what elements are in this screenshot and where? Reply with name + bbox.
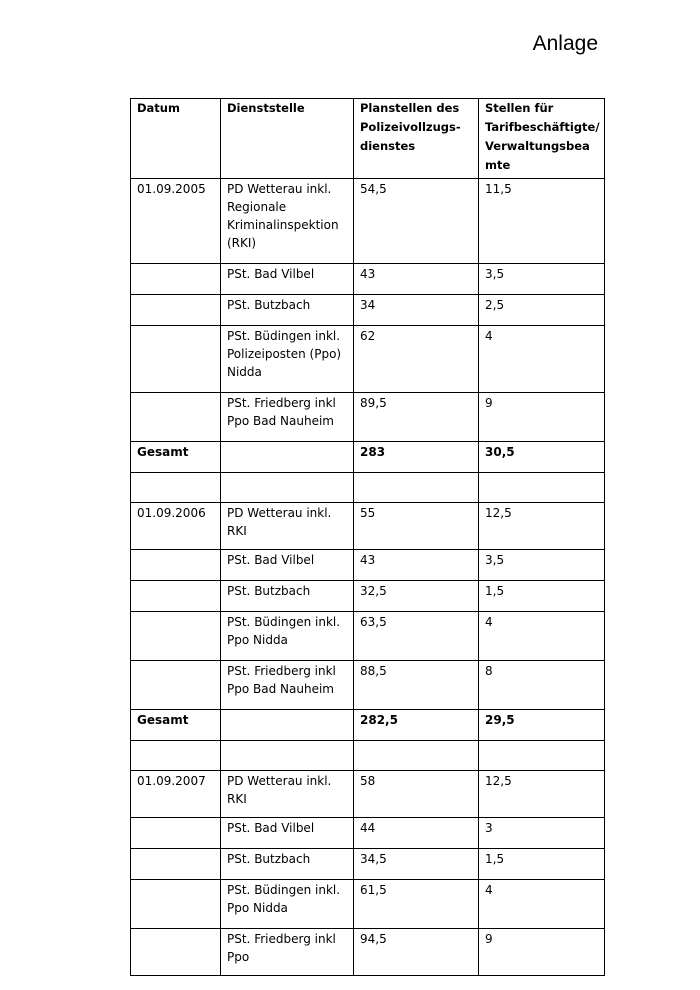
table-row [131, 264, 605, 295]
header-datum: Datum [131, 99, 221, 179]
cell-date [131, 612, 221, 661]
table-row [131, 503, 605, 550]
cell-planstellen: 94,5 [354, 929, 479, 976]
cell-dienststelle: PD Wetterau inkl. RKI [221, 771, 354, 818]
cell-planstellen: 34 [354, 295, 479, 326]
cell-dienststelle: PSt. Büdingen inkl. Polizeiposten (Ppo) Nidda [221, 326, 354, 393]
header-planstellen: Planstellen des Polizeivollzugs-dienstes [354, 99, 479, 179]
cell-planstellen: 34,5 [354, 849, 479, 880]
table-row [131, 550, 605, 581]
cell-planstellen: 44 [354, 818, 479, 849]
cell-stellen: 2,5 [479, 295, 605, 326]
cell-stellen: 12,5 [479, 771, 605, 818]
cell-dienststelle: PSt. Friedberg inkl Ppo Bad Nauheim [221, 661, 354, 710]
cell-planstellen: 58 [354, 771, 479, 818]
cell-stellen: 12,5 [479, 503, 605, 550]
cell-planstellen: 54,5 [354, 179, 479, 264]
cell-dienststelle: PSt. Büdingen inkl. Ppo Nidda [221, 880, 354, 929]
table-row [131, 771, 605, 818]
cell-total-planstellen: 282,5 [354, 710, 479, 741]
cell-stellen: 4 [479, 612, 605, 661]
cell-date: 01.09.2007 [131, 771, 221, 818]
cell-stellen: 1,5 [479, 581, 605, 612]
table-row [131, 393, 605, 442]
cell-total-label: Gesamt [131, 710, 221, 741]
table-row [131, 581, 605, 612]
cell-stellen: 9 [479, 393, 605, 442]
cell-stellen: 1,5 [479, 849, 605, 880]
cell-total-planstellen: 283 [354, 442, 479, 473]
cell-date [131, 929, 221, 976]
table-row [131, 849, 605, 880]
cell-date [131, 661, 221, 710]
cell-planstellen: 32,5 [354, 581, 479, 612]
cell-date [131, 550, 221, 581]
cell-dienststelle: PSt. Butzbach [221, 849, 354, 880]
cell-planstellen: 61,5 [354, 880, 479, 929]
cell-dienststelle: PSt. Friedberg inkl Ppo Bad Nauheim [221, 393, 354, 442]
total-row [131, 442, 605, 473]
spacer-row [131, 741, 605, 771]
cell-dienststelle: PSt. Bad Vilbel [221, 264, 354, 295]
table-row [131, 818, 605, 849]
cell-stellen: 4 [479, 880, 605, 929]
cell-stellen: 3,5 [479, 550, 605, 581]
cell-planstellen: 89,5 [354, 393, 479, 442]
table-row [131, 929, 605, 976]
page-title: Anlage [532, 32, 598, 55]
header-stellen: Stellen für Tarifbeschäftigte/ Verwaltungsbeamte [479, 99, 605, 179]
cell-date [131, 264, 221, 295]
table-row [131, 179, 605, 264]
cell-date [131, 295, 221, 326]
cell-dienststelle: PD Wetterau inkl. Regionale Kriminalinspektion (RKI) [221, 179, 354, 264]
cell-stellen: 3,5 [479, 264, 605, 295]
cell-dienststelle: PSt. Büdingen inkl. Ppo Nidda [221, 612, 354, 661]
total-row [131, 710, 605, 741]
cell-date [131, 880, 221, 929]
cell-total-label: Gesamt [131, 442, 221, 473]
cell-dienststelle: PD Wetterau inkl. RKI [221, 503, 354, 550]
cell-stellen: 11,5 [479, 179, 605, 264]
header-dienststelle: Dienststelle [221, 99, 354, 179]
cell-dienststelle: PSt. Butzbach [221, 295, 354, 326]
staffing-table [130, 98, 605, 976]
table-row [131, 612, 605, 661]
cell-total-stellen: 30,5 [479, 442, 605, 473]
cell-stellen: 3 [479, 818, 605, 849]
cell-dienststelle: PSt. Friedberg inkl Ppo [221, 929, 354, 976]
cell-dienststelle [221, 442, 354, 473]
cell-stellen: 4 [479, 326, 605, 393]
cell-planstellen: 43 [354, 550, 479, 581]
table-row [131, 661, 605, 710]
spacer-row [131, 473, 605, 503]
cell-planstellen: 88,5 [354, 661, 479, 710]
cell-dienststelle [221, 710, 354, 741]
cell-stellen: 8 [479, 661, 605, 710]
cell-date [131, 849, 221, 880]
cell-dienststelle: PSt. Bad Vilbel [221, 818, 354, 849]
cell-date [131, 818, 221, 849]
table-row [131, 880, 605, 929]
cell-planstellen: 55 [354, 503, 479, 550]
cell-date [131, 581, 221, 612]
cell-dienststelle: PSt. Bad Vilbel [221, 550, 354, 581]
cell-dienststelle: PSt. Butzbach [221, 581, 354, 612]
cell-date [131, 393, 221, 442]
cell-date: 01.09.2005 [131, 179, 221, 264]
cell-planstellen: 43 [354, 264, 479, 295]
cell-planstellen: 62 [354, 326, 479, 393]
cell-date [131, 326, 221, 393]
cell-planstellen: 63,5 [354, 612, 479, 661]
table-row [131, 326, 605, 393]
table-header-row [131, 99, 605, 179]
cell-date: 01.09.2006 [131, 503, 221, 550]
cell-stellen: 9 [479, 929, 605, 976]
cell-total-stellen: 29,5 [479, 710, 605, 741]
table-row [131, 295, 605, 326]
